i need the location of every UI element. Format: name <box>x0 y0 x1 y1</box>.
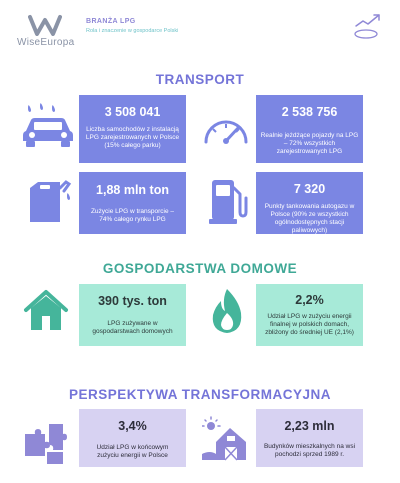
card-energy-share <box>256 284 363 346</box>
gauge-icon <box>201 112 251 144</box>
card-households-use <box>79 284 186 346</box>
brand-subtitle: Rola i znaczenie w gospodarce Polski <box>86 28 179 34</box>
vehicles-value: 2 538 756 <box>281 105 338 119</box>
wiseeuropa-logo[interactable] <box>17 14 73 48</box>
card-consumption <box>79 172 186 234</box>
brand-title: BRANŻA LPG <box>86 18 136 25</box>
card-cars <box>79 95 186 163</box>
consumption-desc: Zużycie LPG w transporcie – 74% całego rynku LPG <box>90 208 175 223</box>
flame-icon <box>208 287 246 335</box>
chart-arrow-icon <box>352 12 386 40</box>
stations-desc: Punkty tankowania autogazu w Polsce (90% ze wszystkich ogólnodostępnych stacji paliwowych) <box>264 203 355 234</box>
logo-mark-icon <box>28 14 62 36</box>
section-title-household: GOSPODARSTWA DOMOWE <box>102 261 298 276</box>
card-vehicles <box>256 95 363 163</box>
car-icon <box>20 103 76 149</box>
card-buildings <box>256 409 363 467</box>
stations-value: 7 320 <box>293 182 326 196</box>
section-title-transport: TRANSPORT <box>155 72 245 87</box>
buildings-value: 2,23 mln <box>284 419 335 433</box>
card-final-share <box>79 409 186 467</box>
section-title-perspective: PERSPEKTYWA TRANSFORMACYJNA <box>68 387 332 402</box>
energy-share-desc: Udział LPG w zużyciu energii finalnej w polskich domach, zbliżony do średniej UE (2,1%) <box>265 313 354 336</box>
logo-text: WiseEuropa <box>17 37 75 48</box>
brand-block <box>86 18 178 34</box>
puzzle-icon <box>23 420 69 466</box>
vehicles-desc: Realnie jeżdżące pojazdy na LPG – 72% wszystkich zarejestrowanych LPG <box>260 132 359 155</box>
header <box>0 0 400 60</box>
final-share-value: 3,4% <box>118 419 147 433</box>
buildings-desc: Budynków mieszkalnych na wsi pochodzi sprzed 1989 r. <box>263 443 356 458</box>
farm-icon <box>202 414 252 464</box>
fuel-pump-icon <box>208 176 248 226</box>
card-stations <box>256 172 363 234</box>
households-use-desc: LPG zużywane w gospodarstwach domowych <box>92 320 173 335</box>
households-use-value: 390 tys. ton <box>98 294 167 308</box>
final-share-desc: Udział LPG w końcowym zużyciu energii w Polsce <box>96 444 169 459</box>
consumption-value: 1,88 mln ton <box>96 183 169 197</box>
cars-value: 3 508 041 <box>104 105 161 119</box>
cars-desc: Liczba samochodów z instalacją LPG zarejestrowanych w Polsce (15% całego parku) <box>85 126 180 149</box>
jerrycan-icon <box>26 178 72 224</box>
energy-share-value: 2,2% <box>295 293 324 307</box>
house-icon <box>22 288 70 332</box>
